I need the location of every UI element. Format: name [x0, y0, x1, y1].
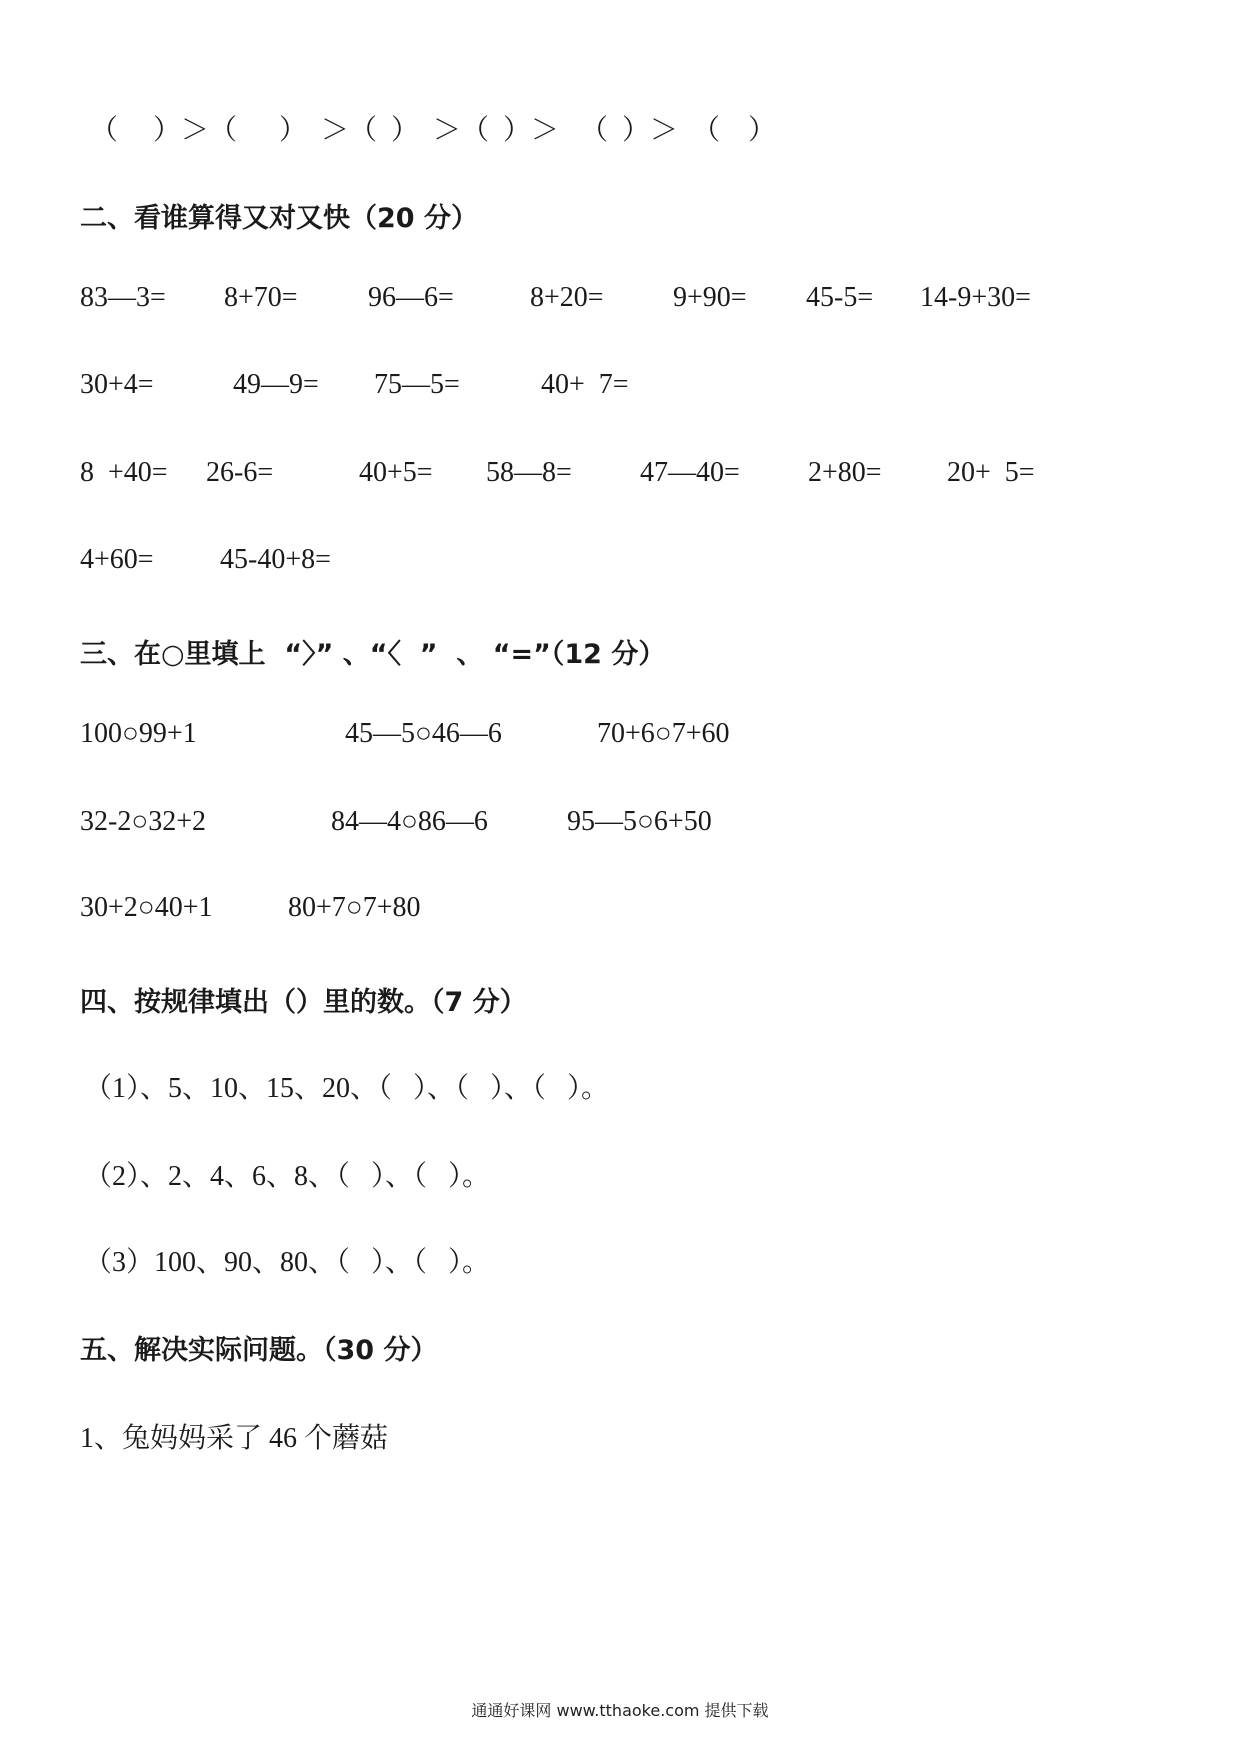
comparison: 32-2○32+2	[80, 806, 207, 837]
comparison: 70+6○7+60	[597, 718, 730, 749]
sequence-item-1: （1）、5、10、15、20、（ ）、（ ）、（ ）。	[84, 1073, 610, 1104]
page-footer: 通通好课网 www.tthaoke.com 提供下载	[471, 1701, 769, 1720]
equation: 2+80=	[808, 457, 882, 488]
comparison: 100○99+1	[80, 718, 197, 749]
sequence-item-2: （2）、2、4、6、8、（ ）、（ ）。	[84, 1161, 491, 1192]
section-3-heading: 三、在○里填上 “〉” 、“〈 ” 、 “=”（12 分）	[80, 639, 666, 670]
equation: 8+20=	[530, 282, 604, 313]
equation: 30+4=	[80, 369, 154, 400]
section-2-heading: 二、看谁算得又对又快（20 分）	[80, 203, 478, 234]
equation: 83—3=	[80, 282, 166, 313]
order-comparison-row: （ ）＞（ ） ＞（ ） ＞（ ）＞ （ ）＞ （ ）	[90, 115, 777, 146]
comparison: 45—5○46—6	[345, 718, 502, 749]
equation: 75—5=	[374, 369, 460, 400]
section-5-heading: 五、解决实际问题。（30 分）	[80, 1335, 438, 1366]
equation: 45-40+8=	[220, 544, 331, 575]
equation: 14-9+30=	[920, 282, 1031, 313]
equation: 20+ 5=	[947, 457, 1035, 488]
word-problem-1: 1、兔妈妈采了 46 个蘑菇	[80, 1423, 389, 1454]
equation: 45-5=	[806, 282, 874, 313]
equation: 96—6=	[368, 282, 454, 313]
comparison: 84—4○86—6	[331, 806, 488, 837]
equation: 40+ 7=	[541, 369, 629, 400]
equation: 26-6=	[206, 457, 274, 488]
section-4-heading: 四、按规律填出（）里的数。（7 分）	[80, 987, 527, 1018]
comparison: 80+7○7+80	[288, 892, 421, 923]
comparison: 95—5○6+50	[567, 806, 712, 837]
equation: 8+70=	[224, 282, 298, 313]
equation: 40+5=	[359, 457, 433, 488]
comparison: 30+2○40+1	[80, 892, 213, 923]
sequence-item-3: （3）100、90、80、（ ）、（ ）。	[84, 1247, 491, 1278]
equation: 58—8=	[486, 457, 572, 488]
equation: 4+60=	[80, 544, 154, 575]
equation: 47—40=	[640, 457, 740, 488]
equation: 49—9=	[233, 369, 319, 400]
equation: 8 +40=	[80, 457, 168, 488]
equation: 9+90=	[673, 282, 747, 313]
